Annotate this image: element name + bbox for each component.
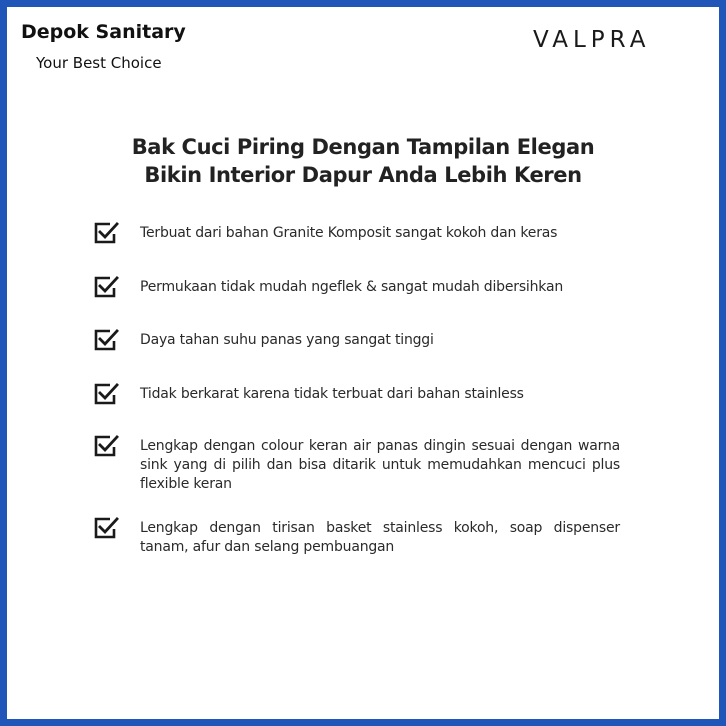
checkbox-checked-icon: [93, 328, 119, 352]
headline-line-2: Bikin Interior Dapur Anda Lebih Keren: [144, 163, 582, 187]
checkbox-checked-icon: [93, 434, 119, 458]
checkbox-checked-icon: [93, 221, 119, 245]
brand-logo: VALPRA: [533, 27, 651, 53]
content-card: [7, 7, 719, 719]
feature-text: Permukaan tidak mudah ngeflek & sangat mudah dibersihkan: [140, 279, 564, 295]
feature-text: Lengkap dengan colour keran air panas dingin sesuai dengan warna sink yang di pilih dan bisa ditarik untuk memudahkan mencuci plus flexible keran: [140, 438, 620, 492]
checkbox-checked-icon: [93, 275, 119, 299]
feature-text: Lengkap dengan tirisan basket stainless kokoh, soap dispenser tanam, afur dan selang pembuangan: [140, 520, 620, 555]
store-tagline: Your Best Choice: [36, 54, 162, 72]
headline: [7, 133, 719, 189]
checkbox-checked-icon: [93, 516, 119, 540]
feature-text: Daya tahan suhu panas yang sangat tinggi: [140, 332, 434, 348]
store-name: Depok Sanitary: [21, 21, 186, 43]
checkbox-checked-icon: [93, 382, 119, 406]
feature-text: Terbuat dari bahan Granite Komposit sangat kokoh dan keras: [140, 225, 558, 241]
feature-text: Tidak berkarat karena tidak terbuat dari bahan stainless: [140, 386, 524, 402]
headline-line-1: Bak Cuci Piring Dengan Tampilan Elegan: [131, 135, 595, 159]
